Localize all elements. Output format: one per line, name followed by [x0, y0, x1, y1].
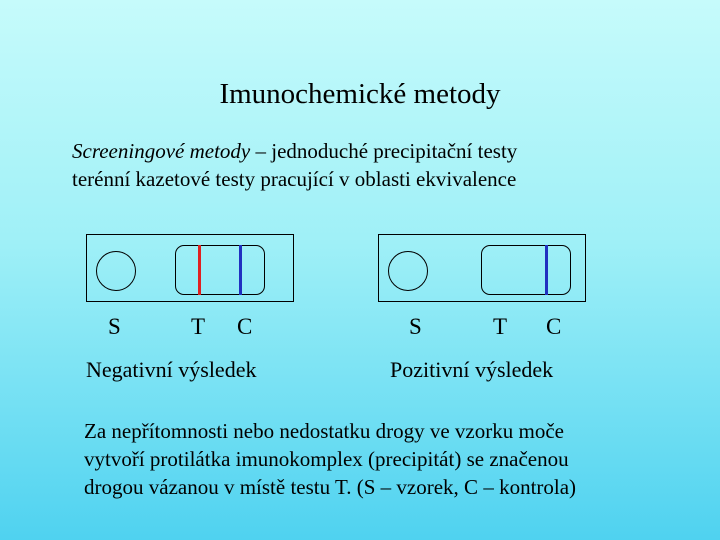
- test-line-negative: [198, 245, 201, 295]
- intro-text: [72, 137, 517, 193]
- explanation-line-3: drogou vázanou v místě testu T. (S – vzorek, C – kontrola): [84, 475, 577, 499]
- sample-well-positive: [388, 251, 428, 291]
- label-c-positive: C: [546, 314, 562, 339]
- intro-line-2: terénní kazetové testy pracující v oblasti ekvivalence: [72, 167, 517, 191]
- caption-negative: Negativní výsledek: [86, 357, 257, 382]
- control-line-positive: [545, 245, 548, 295]
- sample-well-negative: [96, 251, 136, 291]
- label-t-negative: T: [191, 314, 206, 339]
- intro-line-1: [72, 137, 517, 165]
- explanation-line-2: vytvoří protilátka imunokomplex (precipitát) se značenou: [84, 447, 569, 471]
- label-t-positive: T: [493, 314, 508, 339]
- cassette-negative: [86, 234, 294, 302]
- result-window-positive: [481, 245, 571, 295]
- explanation-text: [84, 417, 576, 501]
- result-window-negative: [175, 245, 265, 295]
- intro-italic-term: Screeningové metody: [72, 139, 251, 163]
- control-line-negative: [239, 245, 242, 295]
- slide-title: Imunochemické metody: [219, 78, 501, 110]
- cassette-positive: [378, 234, 586, 302]
- caption-positive: Pozitivní výsledek: [390, 357, 554, 382]
- label-s-negative: S: [108, 314, 121, 339]
- explanation-line-1: Za nepřítomnosti nebo nedostatku drogy ve vzorku moče: [84, 419, 564, 443]
- intro-line-1-rest: – jednoduché precipitační testy: [250, 139, 518, 163]
- label-c-negative: C: [237, 314, 253, 339]
- label-s-positive: S: [409, 314, 422, 339]
